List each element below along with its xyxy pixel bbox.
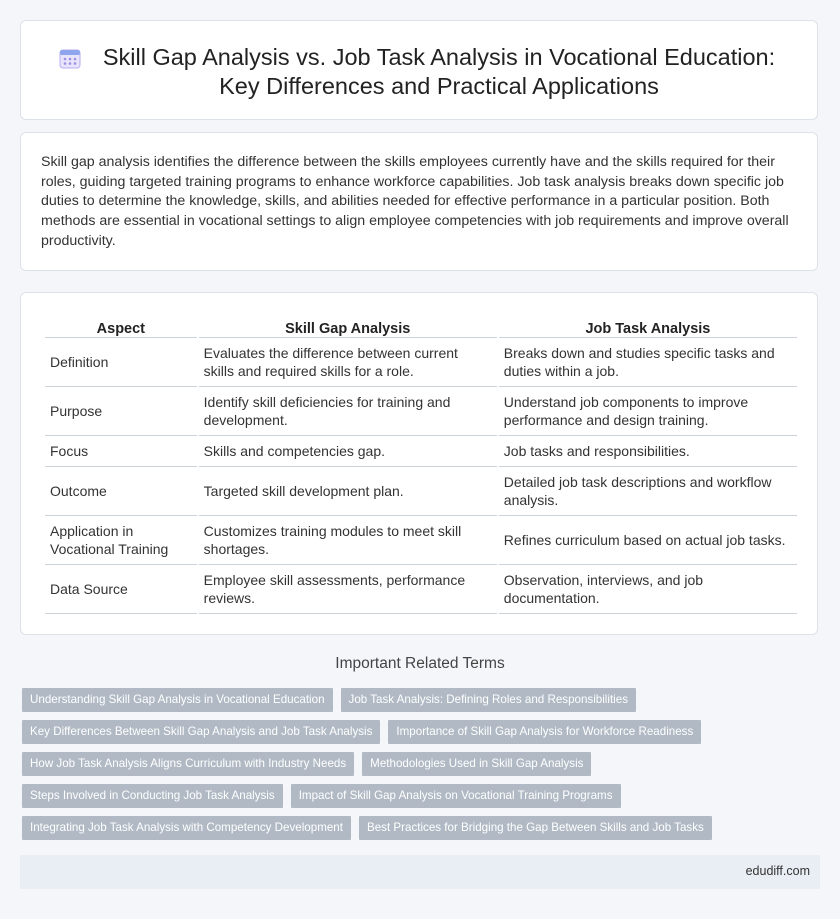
- table-header-row: [45, 315, 797, 338]
- header-aspect: Aspect: [45, 315, 197, 338]
- table-row: [45, 516, 797, 565]
- related-terms-list: [22, 688, 822, 848]
- footer: [20, 855, 820, 889]
- cell-job-task: Detailed job task descriptions and workflow analysis.: [499, 467, 797, 516]
- table-row: [45, 338, 797, 387]
- related-term-tag[interactable]: Integrating Job Task Analysis with Competency Development: [22, 816, 351, 840]
- cell-aspect: Purpose: [45, 387, 197, 436]
- related-term-tag[interactable]: How Job Task Analysis Aligns Curriculum with Industry Needs: [22, 752, 354, 776]
- related-term-tag[interactable]: Understanding Skill Gap Analysis in Vocational Education: [22, 688, 333, 712]
- tag-row: [22, 752, 822, 776]
- intro-paragraph: Skill gap analysis identifies the difference between the skills employees currently have and the skills required for their roles, guiding targeted training programs to enhance workforce capabilities. Job task analysis breaks down specific job duties to determine the knowledge, skills, and abilities needed for effective performance in a particular position. Both methods are essential in vocational settings to align employee competencies with job requirements and improve overall productivity.: [41, 154, 789, 249]
- related-term-tag[interactable]: Impact of Skill Gap Analysis on Vocational Training Programs: [291, 784, 621, 808]
- cell-job-task: Understand job components to improve performance and design training.: [499, 387, 797, 436]
- cell-aspect: Outcome: [45, 467, 197, 516]
- cell-aspect: Application in Vocational Training: [45, 516, 197, 565]
- tag-row: [22, 688, 822, 712]
- related-term-tag[interactable]: Importance of Skill Gap Analysis for Workforce Readiness: [388, 720, 701, 744]
- tag-row: [22, 720, 822, 744]
- related-term-tag[interactable]: Key Differences Between Skill Gap Analysis and Job Task Analysis: [22, 720, 380, 744]
- header-skill-gap: Skill Gap Analysis: [199, 315, 497, 338]
- comparison-table-card: [20, 292, 818, 635]
- cell-job-task: Refines curriculum based on actual job tasks.: [499, 516, 797, 565]
- cell-job-task: Job tasks and responsibilities.: [499, 436, 797, 467]
- cell-skill-gap: Evaluates the difference between current skills and required skills for a role.: [199, 338, 497, 387]
- tag-row: [22, 816, 822, 840]
- related-term-tag[interactable]: Methodologies Used in Skill Gap Analysis: [362, 752, 591, 776]
- cell-skill-gap: Targeted skill development plan.: [199, 467, 497, 516]
- page-title: Skill Gap Analysis vs. Job Task Analysis in Vocational Education: Key Differences and Practical Applications: [102, 44, 776, 99]
- table-row: [45, 565, 797, 614]
- cell-skill-gap: Identify skill deficiencies for training and development.: [199, 387, 497, 436]
- table-row: [45, 436, 797, 467]
- cell-skill-gap: Employee skill assessments, performance reviews.: [199, 565, 497, 614]
- table-row: [45, 467, 797, 516]
- intro-card: [20, 132, 818, 271]
- cell-aspect: Focus: [45, 436, 197, 467]
- tag-row: [22, 784, 822, 808]
- table-row: [45, 387, 797, 436]
- cell-skill-gap: Customizes training modules to meet skill shortages.: [199, 516, 497, 565]
- calendar-icon: [59, 47, 81, 69]
- header-job-task: Job Task Analysis: [499, 315, 797, 338]
- related-term-tag[interactable]: Best Practices for Bridging the Gap Between Skills and Job Tasks: [359, 816, 712, 840]
- cell-skill-gap: Skills and competencies gap.: [199, 436, 497, 467]
- comparison-table: [43, 315, 799, 614]
- cell-aspect: Definition: [45, 338, 197, 387]
- cell-job-task: Breaks down and studies specific tasks and duties within a job.: [499, 338, 797, 387]
- footer-site-link[interactable]: edudiff.com: [745, 864, 810, 878]
- title-card: [20, 20, 818, 120]
- related-term-tag[interactable]: Steps Involved in Conducting Job Task Analysis: [22, 784, 283, 808]
- related-terms-title: Important Related Terms: [335, 655, 505, 672]
- cell-aspect: Data Source: [45, 565, 197, 614]
- cell-job-task: Observation, interviews, and job documentation.: [499, 565, 797, 614]
- related-term-tag[interactable]: Job Task Analysis: Defining Roles and Responsibilities: [341, 688, 636, 712]
